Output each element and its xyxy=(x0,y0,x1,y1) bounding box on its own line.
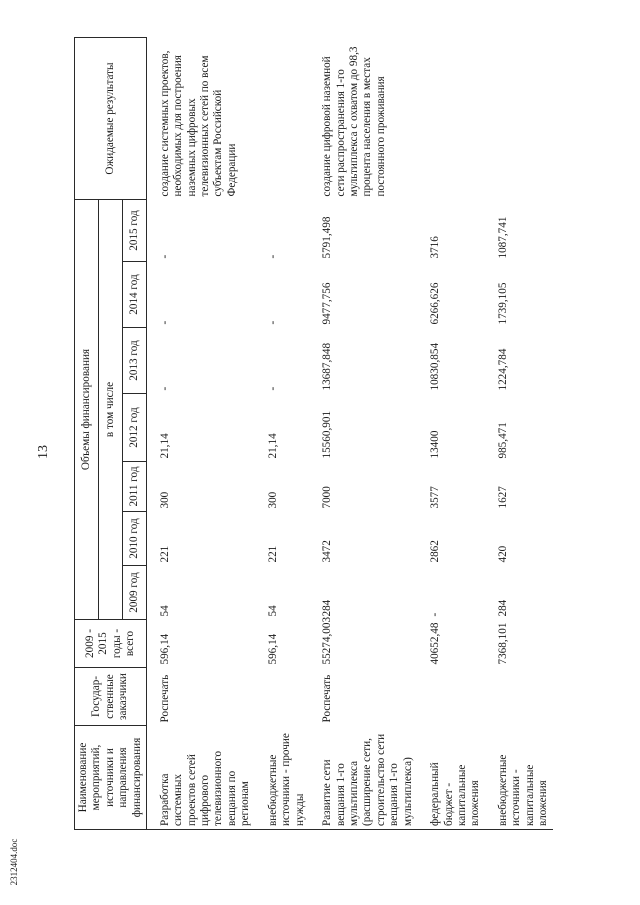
row-2011: 300 xyxy=(158,491,171,509)
row-2015: 5791,498 xyxy=(321,216,334,259)
row-name: внебюджетные источники - капитальные вложения xyxy=(495,726,553,830)
row-2009: 284 xyxy=(321,599,334,617)
table-row xyxy=(495,38,553,830)
row-name: Развитие сети вещания 1-го мультиплекса (расширение сети, строительство сети вещания 1-го мультиплекса) xyxy=(319,726,417,830)
row-result xyxy=(495,38,553,200)
row-2015: 3716 xyxy=(429,236,442,259)
row-2011: 300 xyxy=(266,491,279,509)
row-2014: - xyxy=(158,320,171,325)
table-row xyxy=(427,38,485,830)
header-results: Ожидаемые результаты xyxy=(75,38,147,200)
table-row xyxy=(265,38,309,830)
row-2009: 54 xyxy=(158,605,171,617)
row-2012: 15560,901 xyxy=(321,410,334,459)
row-2010: 221 xyxy=(266,545,279,563)
row-2013: - xyxy=(266,386,279,391)
row-2014: 6266,626 xyxy=(429,282,442,325)
header-year: 2010 год xyxy=(123,512,147,566)
row-total: 55274,003 xyxy=(321,616,334,665)
row-2014: 9477,756 xyxy=(321,282,334,325)
row-2011: 3577 xyxy=(429,486,442,509)
row-result xyxy=(427,38,485,200)
row-2013: 1224,784 xyxy=(496,348,509,391)
row-2013: 13687,848 xyxy=(321,342,334,391)
row-2009: - xyxy=(429,612,442,617)
row-customer: Роспечать xyxy=(158,674,171,723)
table-row xyxy=(319,38,417,830)
row-2013: 10830,854 xyxy=(429,342,442,391)
row-2012: 985,471 xyxy=(496,422,509,459)
row-total: 596,14 xyxy=(266,633,279,665)
table-body xyxy=(147,38,553,830)
header-total: 2009 - 2015 годы - всего xyxy=(75,620,147,668)
row-2009: 284 xyxy=(496,599,509,617)
table-row xyxy=(157,38,255,830)
header-year: 2009 год xyxy=(123,566,147,620)
row-2010: 2862 xyxy=(429,540,442,563)
table-header xyxy=(75,38,147,830)
row-2011: 1627 xyxy=(496,486,509,509)
row-customer xyxy=(265,668,309,726)
header-year: 2011 год xyxy=(123,462,147,512)
header-year: 2015 год xyxy=(123,200,147,262)
row-2012: 21,14 xyxy=(266,433,279,459)
row-result xyxy=(265,38,309,200)
row-2011: 7000 xyxy=(321,486,334,509)
page-number: 13 xyxy=(36,445,51,459)
header-customers: Государ-ственные заказчики xyxy=(75,668,147,726)
row-customer xyxy=(427,668,485,726)
header-name: Наименование мероприятий, источники и направления финансирования xyxy=(75,726,147,830)
row-2013: - xyxy=(158,386,171,391)
row-customer: Роспечать xyxy=(321,674,334,723)
row-result: создание цифровой наземной сети распространения 1-го мультиплекса с охватом до 98,3 процента населения в местах постоянного проживания xyxy=(321,46,387,197)
row-2009: 54 xyxy=(266,605,279,617)
header-year: 2013 год xyxy=(123,328,147,394)
header-year: 2014 год xyxy=(123,262,147,328)
row-customer xyxy=(495,668,553,726)
row-total: 7368,101 xyxy=(496,622,509,665)
row-total: 596,14 xyxy=(158,633,171,665)
row-2015: 1087,741 xyxy=(496,216,509,259)
row-2015: - xyxy=(266,254,279,259)
header-including: в том числе xyxy=(99,200,123,620)
row-result: создание системных проектов, необходимых для построения наземных цифровых телевизионных сетей по всем субъектам Российской Федерации xyxy=(158,50,238,197)
row-name: внебюджетные источники - прочие нужды xyxy=(265,726,309,830)
row-2012: 13400 xyxy=(429,430,442,459)
funding-table-rotated xyxy=(74,38,606,830)
row-2014: 1739,105 xyxy=(496,282,509,325)
footer-file-ref: 2312404.doc xyxy=(9,838,19,886)
row-2010: 3472 xyxy=(321,540,334,563)
funding-table xyxy=(74,37,553,830)
row-2015: - xyxy=(158,254,171,259)
row-2014: - xyxy=(266,320,279,325)
header-year: 2012 год xyxy=(123,394,147,462)
row-name: федеральный бюджет - капитальные вложения xyxy=(427,726,485,830)
row-total: 40652,48 xyxy=(429,622,442,665)
header-funding: Объемы финансирования xyxy=(75,200,99,620)
row-2012: 21,14 xyxy=(158,433,171,459)
row-name: Разработка системных проектов сетей цифрового телевизионного вещания по регионам xyxy=(157,726,255,830)
row-2010: 221 xyxy=(158,545,171,563)
row-2010: 420 xyxy=(496,545,509,563)
